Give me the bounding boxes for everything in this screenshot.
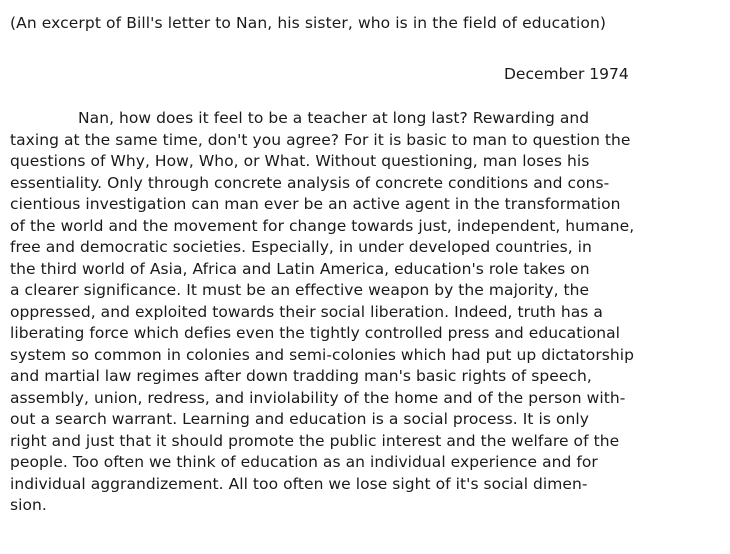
excerpt-header: (An excerpt of Bill's letter to Nan, his sister, who is in the field of education) [10, 14, 607, 32]
body-line: system so common in colonies and semi-colonies which had put up dictatorship [10, 345, 635, 364]
body-line: sion. [10, 496, 47, 514]
body-line: oppressed, and exploited towards their social liberation. Indeed, truth has a [10, 302, 603, 321]
body-line: out a search warrant. Learning and education is a social process. It is only [10, 410, 589, 428]
letter-body [10, 108, 722, 517]
body-line: people. Too often we think of education as an individual experience and for [10, 453, 598, 471]
body-line: free and democratic societies. Especially, in under developed countries, in [10, 238, 592, 256]
body-line: Nan, how does it feel to be a teacher at long last? Rewarding and [78, 109, 590, 127]
body-line: questions of Why, How, Who, or What. Without questioning, man loses his [10, 152, 590, 170]
body-line: right and just that it should promote the public interest and the welfare of the [10, 431, 620, 450]
body-line: and martial law regimes after down tradding man's basic rights of speech, [10, 367, 592, 385]
body-line: essentiality. Only through concrete analysis of concrete conditions and cons- [10, 173, 610, 192]
body-line: a clearer significance. It must be an effective weapon by the majority, the [10, 281, 590, 299]
body-line: cientious investigation can man ever be an active agent in the transformation [10, 195, 621, 213]
body-line: individual aggrandizement. All too often we lose sight of it's social dimen- [10, 474, 588, 493]
body-line: liberating force which defies even the tightly controlled press and educational [10, 324, 621, 342]
body-line: taxing at the same time, don't you agree? For it is basic to man to question the [10, 130, 631, 149]
body-line: assembly, union, redress, and inviolability of the home and of the person with- [10, 388, 626, 407]
letter-date: December 1974 [504, 65, 629, 83]
body-line: the third world of Asia, Africa and Latin America, education's role takes on [10, 259, 590, 278]
body-line: of the world and the movement for change towards just, independent, humane, [10, 216, 635, 235]
